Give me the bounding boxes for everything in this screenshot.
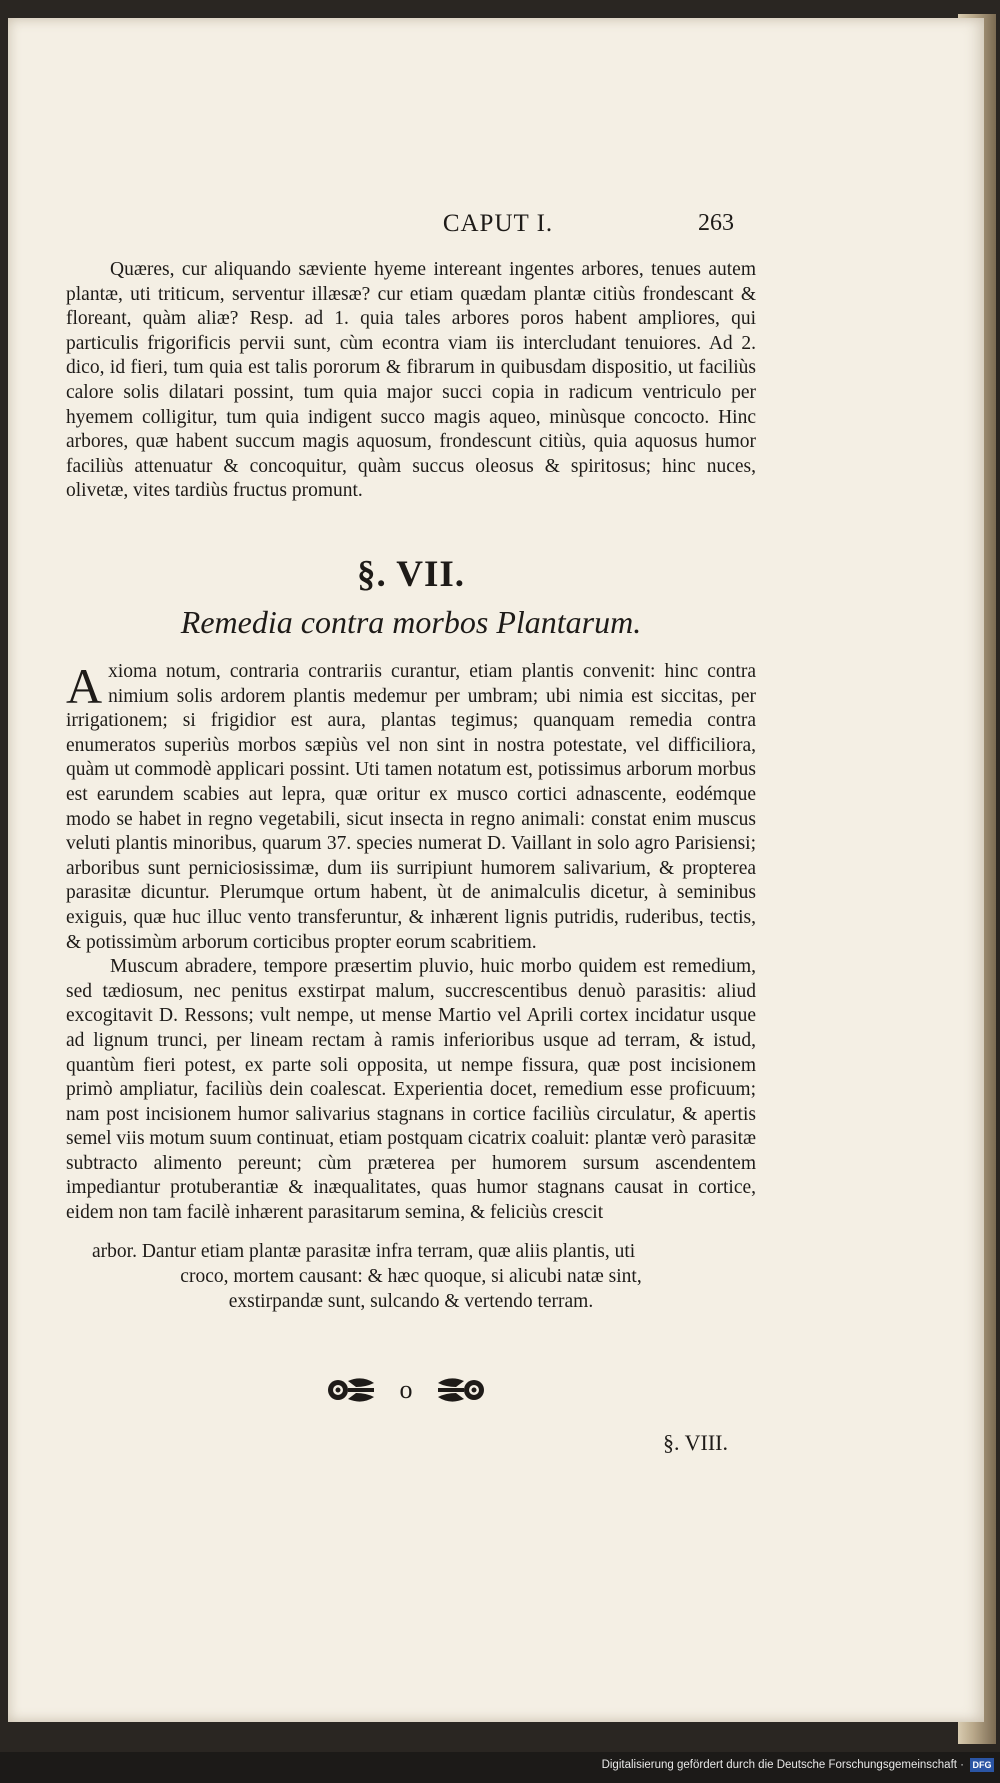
funding-credit: Digitalisierung gefördert durch die Deutsche Forschungsgemeinschaft ·: [601, 1759, 964, 1771]
left-fleuron-icon: [326, 1373, 378, 1407]
right-fleuron-icon: [434, 1373, 486, 1407]
ornament-center: o: [399, 1375, 413, 1404]
end-ornament: [326, 1370, 486, 1410]
paragraph-quaeres: [66, 258, 756, 504]
drop-cap: A: [66, 658, 103, 714]
running-head: [8, 210, 984, 244]
tail-line-2: croco, mortem causant: & hæc quoque, si alicubi natæ sint,: [180, 1266, 642, 1287]
tail-line-1: arbor. Dantur etiam plantæ parasitæ infra terram, quæ aliis plantis, uti: [92, 1241, 636, 1262]
paragraph-muscum: Muscum abradere, tempore præsertim pluvio, huic morbo quidem est remedium, sed tædiosum, nec penitus exstirpat malum, succrescentibus denuò parasitis: aliud excogitavit D. Ressons; vult nempe, ut mense Martio vel Aprili cortex incidatur usque ad lignum trunci, per lineam rectam à ramis inferioribus usque ad terram, & istud, quantùm fieri potest, ex parte soli opposita, ut nempe fissura, quæ post incisionem primò ampliatur, faciliùs dein coalescat. Experientia docet, remedium esse proficuum; nam post incisionem humor salivarius stagnans in cortice faciliùs circulatur, & apertis semel viis motum suum continuat, etiam postquam cicatrix coaluit: plantæ verò parasitæ subtracto alimento pereunt; cùm præterea per humorem sursum ascendentem impediantur protuberantiæ & inæqualitates, quas humor stagnans causat in cortice, eidem non tam facilè inhærent parasitarum semina, & feliciùs crescit: [66, 956, 756, 1224]
catchword: §. VIII.: [663, 1430, 728, 1455]
section-title: Remedia contra morbos Plantarum.: [180, 604, 642, 640]
paragraph-text: xioma notum, contraria contrariis curantur, etiam plantis convenit: hinc contra nimium solis ardorem plantis medemur per umbram; ubi nimia est siccitas, per irrigationem; si frigidior est aura, plantas tegimus; quanquam remedia contra enumeratos superiùs morbos sæpiùs vel non sint in nostra potestate, vel difficiliora, quàm ut commodè applicari possint. Uti tamen notatum est, potissimus arborum morbus est earundem scabies aut lepra, quæ oritur ex musco cortici adnascente, eodémque modo se habet in regno vegetabili, sicut insecta in regno animali: constat enim muscus veluti plantis minoribus, quarum 37. species numerat D. Vaillant in solo agro Parisiensi; arboribus sunt perniciosissimæ, dum iis surripiunt humorem salivarium, & propterea parasitæ dicuntur. Plerumque ortum habent, ùt de animalculis dicetur, à seminibus exiguis, quæ huc illuc vento transferuntur, & inhærent lignis putridis, ruderibus, tectis, & potissimùm arborum corticibus propter eorum scabritiem.: [66, 661, 756, 953]
section-heading: §. VII.: [356, 554, 466, 595]
paragraph-body: [66, 660, 756, 955]
page-number: 263: [698, 210, 734, 236]
footer-bar: [0, 1752, 1000, 1783]
tail-line-3: exstirpandæ sunt, sulcando & vertendo terram.: [228, 1291, 594, 1312]
paragraph-text: Quæres, cur aliquando sæviente hyeme intereant ingentes arbores, tenues autem plantæ, uti triticum, serventur illæsæ? cur etiam quædam plantæ citiùs frondescant & floreant, quàm aliæ? Resp. ad 1. quia tales arbores poros habent ampliores, qui particulis frigorificis pervii sunt, cùm econtra viam iis intercludant tenuiores. Ad 2. dico, id fieri, tum quia est talis pororum & fibrarum in quibusdam dispositio, ut faciliùs calore solis dilatari possint, tum quia major succi copia in radicum ventriculo per hyemem colligitur, tum quia indigent succo magis aqueo, minùsque concocto. Hinc arbores, quæ habent succum magis aquosum, frondescunt citiùs, quia aquosus humor faciliùs attenuatur & concoquitur, quàm succus oleosus & spiritosus; hinc nuces, olivetæ, vites tardiùs fructus promunt.: [66, 259, 756, 502]
dfg-logo-icon: DFG: [970, 1758, 994, 1772]
running-title: CAPUT I.: [442, 210, 554, 237]
paragraph-axioma: [66, 660, 756, 1226]
book-page: [8, 18, 984, 1722]
